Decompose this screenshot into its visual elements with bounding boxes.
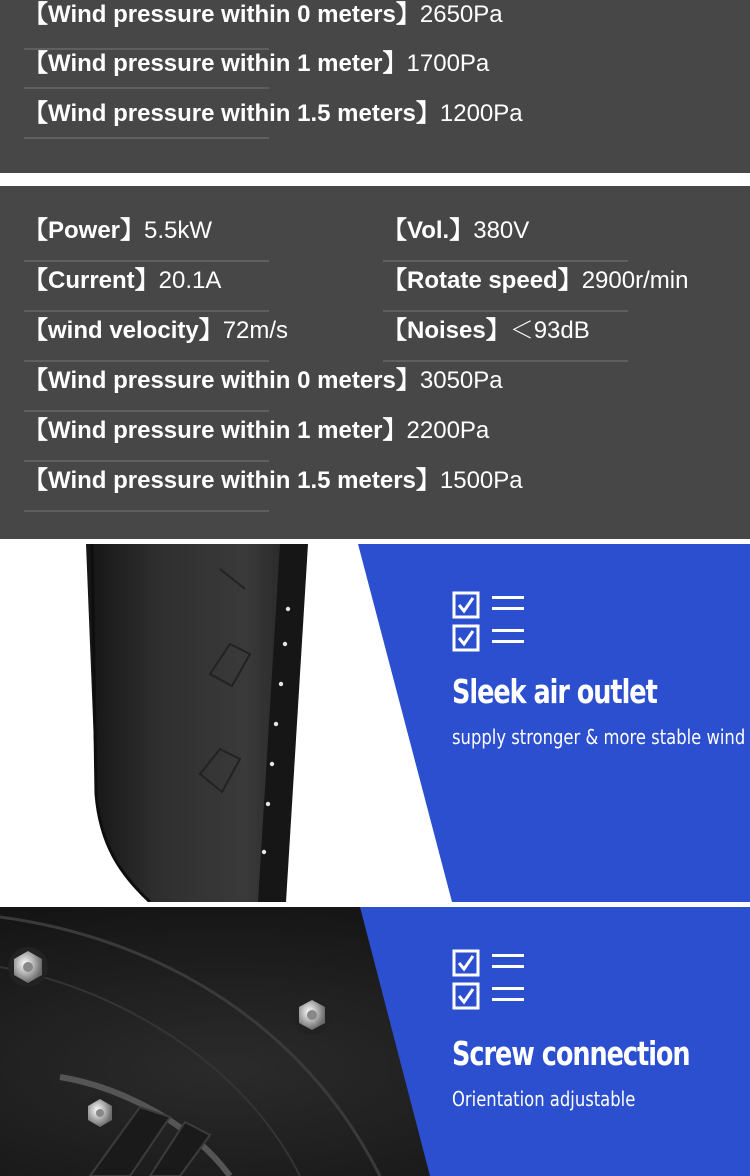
spec-row-wind-pressure-1-5m (24, 89, 523, 139)
checklist-icon (452, 590, 526, 657)
spec-row-power (24, 212, 269, 262)
spec-key: 【Wind pressure within 1 meter】 (24, 50, 407, 77)
spec-row-wind-pressure-1-5m (24, 462, 523, 512)
spec-row-rotate-speed (383, 262, 689, 312)
spec-value: 1700Pa (406, 50, 490, 77)
spec-row-wind-pressure-0m (24, 362, 503, 412)
spec-value: 2200Pa (406, 417, 490, 444)
feature-subtitle: Orientation adjustable (452, 1087, 636, 1111)
spec-value: 20.1A (158, 267, 222, 294)
spec-key: 【wind velocity】 (24, 317, 223, 344)
spec-key: 【Vol.】 (383, 217, 474, 244)
spec-value: 3050Pa (419, 367, 503, 394)
spec-key: 【Wind pressure within 1.5 meters】 (24, 100, 440, 127)
spec-value: 2650Pa (419, 1, 503, 28)
feature-screw-connection (0, 907, 750, 1176)
spec-row-wind-velocity (24, 312, 289, 362)
spec-value: 5.5kW (144, 217, 213, 244)
feature-title: Screw connection (452, 1034, 690, 1073)
spec-value: 380V (473, 217, 530, 244)
spec-key: 【Rotate speed】 (383, 267, 582, 294)
checklist-svg (452, 948, 526, 1010)
row-divider (383, 360, 628, 362)
spec-value: 1500Pa (439, 467, 523, 494)
spec-panel-top (0, 0, 750, 173)
spec-row-current (24, 262, 269, 312)
spec-key: 【Noises】 (383, 317, 510, 344)
spec-row-wind-pressure-1m (24, 39, 490, 89)
spec-key: 【Wind pressure within 1.5 meters】 (24, 467, 440, 494)
spec-key: 【Wind pressure within 0 meters】 (24, 367, 420, 394)
spec-value: 72m/s (222, 317, 289, 344)
spec-value: 2900r/min (581, 267, 689, 294)
spec-value: ＜93dB (509, 317, 590, 344)
checklist-icon (452, 948, 526, 1015)
row-divider (24, 137, 269, 139)
spec-row-noises (383, 312, 628, 362)
row-divider (24, 510, 269, 512)
spec-panel-bottom (0, 186, 750, 539)
spec-key: 【Wind pressure within 0 meters】 (24, 1, 420, 28)
spec-value: 1200Pa (439, 100, 523, 127)
spec-key: 【Current】 (24, 267, 159, 294)
spec-row-vol (383, 212, 628, 262)
checklist-svg (452, 590, 526, 652)
spec-row-wind-pressure-1m (24, 412, 490, 462)
feature-air-outlet (0, 544, 750, 902)
feature-title: Sleek air outlet (452, 672, 657, 711)
spec-key: 【Power】 (24, 217, 145, 244)
spec-key: 【Wind pressure within 1 meter】 (24, 417, 407, 444)
air-outlet-photo (0, 544, 750, 902)
feature-subtitle: supply stronger & more stable wind (452, 725, 746, 749)
